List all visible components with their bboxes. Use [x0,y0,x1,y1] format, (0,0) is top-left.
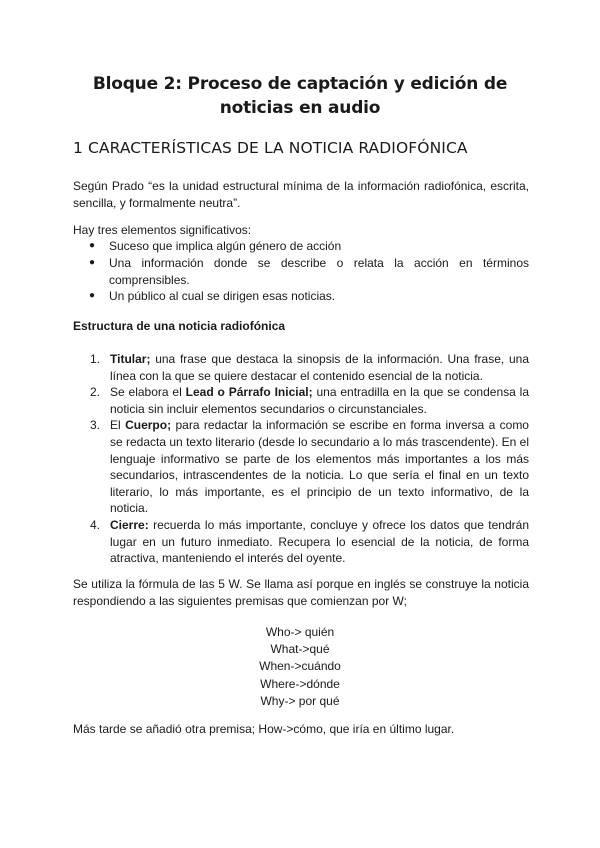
five-w-item: Who-> quién [265,625,335,639]
bullet-icon: ● [89,240,96,251]
five-w-item: When->cuándo [259,659,341,674]
item-number: 4. [90,517,101,532]
structure-list [73,351,529,567]
item-number: 1. [90,352,101,366]
item-text: una entradilla en la que se condensa la noticia sin incluir elementos secundarios o circunstanciales. [110,385,529,416]
item-text: recuerda lo más importante, concluye y ofrece los datos que tendrán lugar en un futuro inmediato. Recupera lo esencial de la noticia, de forma atractiva, manteniendo el interés del oyente. [110,517,529,566]
item-prefix: Se elabora el [110,385,186,400]
five-w-item: Why-> por qué [260,693,340,708]
section-heading: 1 CARACTERÍSTICAS DE LA NOTICIA RADIOFÓNICA [73,139,468,157]
list-item-text: Suceso que implica algún género de acción [109,239,342,253]
five-w-list [0,624,600,710]
five-w-intro: Se utiliza la fórmula de las 5 W. Se llama así porque en inglés se construye la noticia respondiendo a las siguientes premisas que comienzan por W; [73,577,529,608]
five-w-item: What->qué [270,642,330,657]
intro-paragraph: Según Prado “es la unidad estructural mínima de la información radiofónica, escrita, sencilla, y formalmente neutra”. [73,179,529,210]
item-term: Cuerpo; [125,418,172,433]
list-item [73,255,529,289]
item-text: para redactar la información se escribe en forma inversa a como se redacta un texto literario (desde lo secundario a lo más trascendente). En el lenguaje informativo se parte de los elementos más importantes a los más secundarios, intrascendentes de la noticia. Lo que sería el final en un texto literario, lo más importante, es el principio de un texto informativo, de la noticia. [110,418,529,516]
list-item [73,417,529,517]
elements-lead: Hay tres elementos significativos: [73,223,252,237]
list-item [73,238,529,255]
item-term: Titular; [110,352,151,366]
closing-paragraph: Más tarde se añadió otra premisa; How->cómo, que iría en último lugar. [73,722,455,736]
list-item [73,351,529,384]
structure-heading: Estructura de una noticia radiofónica [73,319,286,333]
list-item-text: Un público al cual se dirigen esas noticias. [109,289,336,304]
list-item [73,288,529,305]
item-prefix: El [110,418,126,433]
bullet-icon: ● [89,256,96,268]
item-term: Cierre: [110,517,149,532]
bullet-icon: ● [89,290,96,302]
item-number: 2. [90,385,101,400]
document-title: Bloque 2: Proceso de captación y edición de noticias en audio [92,74,508,118]
list-item-text: Una información donde se describe o relata la acción en términos comprensibles. [109,255,529,287]
five-w-item: Where->dónde [260,676,340,691]
item-term: Lead o Párrafo Inicial; [185,385,313,400]
elements-list [73,238,529,305]
item-text: una frase que destaca la sinopsis de la información. Una frase, una línea con la que se quiere destacar el contenido esencial de la noticia. [110,352,529,383]
list-item [73,517,529,567]
list-item [73,384,529,417]
item-number: 3. [90,418,101,433]
